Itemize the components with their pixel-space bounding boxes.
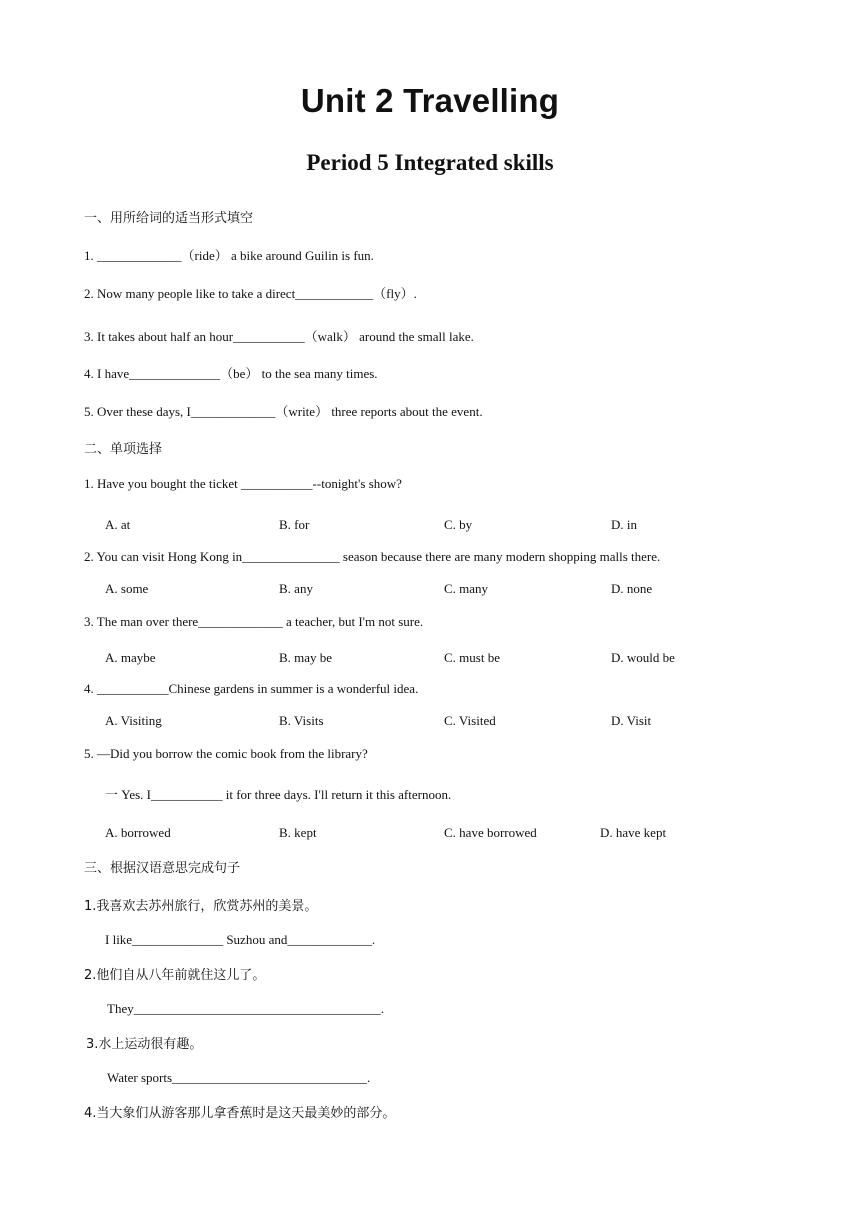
fill-item-5: 5. Over these days, I_____________（write） three reports about the event. (84, 404, 483, 419)
mc-option: B. may be (279, 650, 333, 665)
mc-option: A. at (105, 517, 131, 532)
mc-question-5: 5. —Did you borrow the comic book from the library? (84, 746, 368, 761)
mc-option: B. Visits (279, 713, 324, 728)
section-3-heading: 三、根据汉语意思完成句子 (84, 861, 241, 876)
mc-question-1: 1. Have you bought the ticket ___________--tonight's show? (84, 476, 402, 491)
mc-option: A. maybe (105, 650, 156, 665)
translate-item-2-en: They______________________________________. (107, 1001, 384, 1016)
fill-item-3: 3. It takes about half an hour___________（walk） around the small lake. (84, 329, 474, 344)
translate-item-4-cn: 4.当大象们从游客那儿拿香蕉时是这天最美妙的部分。 (84, 1106, 396, 1121)
translate-item-3-cn: 3.水上运动很有趣。 (86, 1037, 203, 1052)
fill-item-4: 4. I have______________（be） to the sea many times. (84, 366, 378, 381)
mc-option: B. any (279, 581, 313, 596)
mc-option: D. in (611, 517, 637, 532)
mc-option: D. Visit (611, 713, 652, 728)
page-subtitle: Period 5 Integrated skills (306, 150, 554, 175)
mc-option: A. borrowed (105, 825, 171, 840)
page-title: Unit 2 Travelling (300, 82, 560, 119)
mc-option: A. Visiting (105, 713, 162, 728)
translate-item-1-cn: 1.我喜欢去苏州旅行，欣赏苏州的美景。 (84, 899, 318, 914)
mc-option: D. none (611, 581, 653, 596)
fill-item-2: 2. Now many people like to take a direct____________（fly）. (84, 286, 417, 301)
mc-question-2: 2. You can visit Hong Kong in_______________ season because there are many modern shopping malls there. (84, 549, 661, 564)
mc-question-4: 4. ___________Chinese gardens in summer is a wonderful idea. (84, 681, 419, 696)
translate-item-1-en: I like______________ Suzhou and_____________. (105, 932, 376, 947)
mc-option: D. would be (611, 650, 675, 665)
mc-option: C. must be (444, 650, 500, 665)
section-1-heading: 一、用所给词的适当形式填空 (84, 211, 254, 226)
mc-option: C. Visited (444, 713, 496, 728)
mc-option: B. kept (279, 825, 317, 840)
translate-item-2-cn: 2.他们自从八年前就住这儿了。 (84, 968, 266, 983)
mc-question-3: 3. The man over there_____________ a teacher, but I'm not sure. (84, 614, 424, 629)
fill-item-1: 1. _____________（ride） a bike around Guilin is fun. (84, 248, 374, 263)
mc-question-5-reply: 一 Yes. I___________ it for three days. I'll return it this afternoon. (105, 787, 452, 802)
mc-option: D. have kept (600, 825, 667, 840)
mc-option: C. by (444, 517, 473, 532)
mc-option: C. many (444, 581, 489, 596)
section-2-heading: 二、单项选择 (84, 442, 163, 457)
mc-option: C. have borrowed (444, 825, 537, 840)
mc-option: A. some (105, 581, 149, 596)
translate-item-3-en: Water sports______________________________. (107, 1070, 371, 1085)
mc-option: B. for (279, 517, 310, 532)
